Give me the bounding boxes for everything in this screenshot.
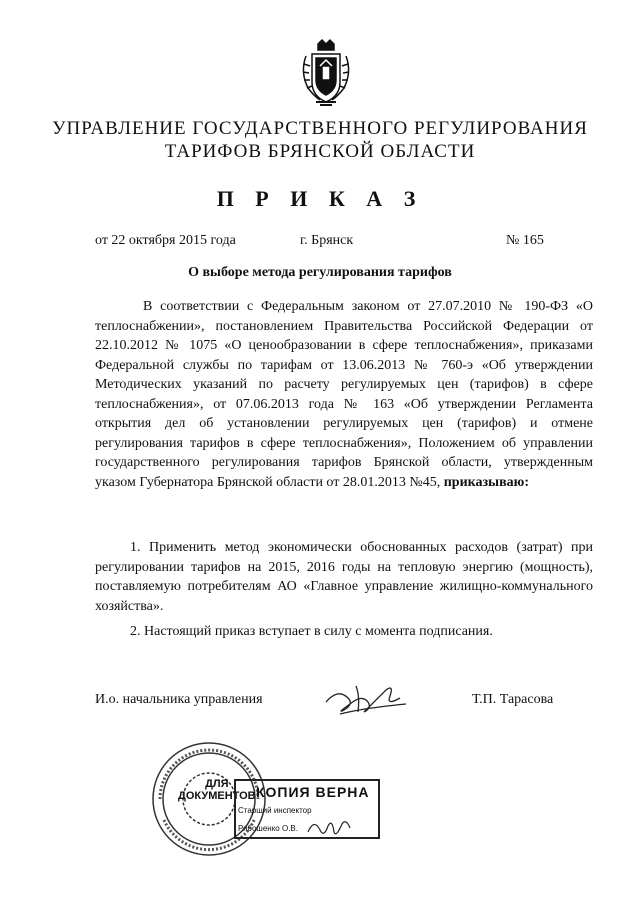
signatory-role: И.о. начальника управления	[95, 692, 263, 707]
organization-name-line2: ТАРИФОВ БРЯНСКОЙ ОБЛАСТИ	[164, 141, 476, 162]
coat-of-arms-icon	[298, 38, 354, 108]
signatory-name: Т.П. Тарасова	[472, 692, 554, 707]
clause-2: 2. Настоящий приказ вступает в силу с момента подписания.	[130, 624, 493, 639]
handwritten-signature	[320, 668, 412, 724]
stamp-docs-line2: ДОКУМЕНТОВ	[178, 790, 256, 802]
stamp-docs-line1: ДЛЯ	[205, 778, 229, 790]
clause-1: 1. Применить метод экономически обоснованных расходов (затрат) при регулировании тарифов на 2015, 2016 годы на тепловую энергию (мощность), поставляемую потребителям АО «Главное управление жилищно-коммунального хозяйства».	[95, 540, 593, 614]
organization-name-line1: УПРАВЛЕНИЕ ГОСУДАРСТВЕННОГО РЕГУЛИРОВАНИЯ	[52, 118, 588, 139]
order-date: от 22 октября 2015 года	[95, 233, 236, 248]
order-subject: О выборе метода регулирования тарифов	[188, 265, 452, 280]
order-number: № 165	[506, 233, 544, 248]
preamble-text: В соответствии с Федеральным законом от 27.07.2010 № 190-ФЗ «О теплоснабжении», постановлением Правительства Российской Федерации от 22.10.2012 № 1075 «О ценообразовании в сфере теплоснабжения», приказами Федеральной службы по тарифам от 13.06.2013 № 760-э «Об утверждении Методических указаний по расчету регулируемых цен (тарифов) в сфере теплоснабжения», от 07.06.2013 года № 163 «Об утверждении Регламента открытия дел об установлении регулируемых цен (тарифов) и отмене регулирования тарифов в сфере теплоснабжения», Положением об управлении государственного регулирования тарифов Брянской области, утвержденным указом Губернатора Брянской области от 28.01.2013 №45,	[95, 299, 593, 490]
order-city: г. Брянск	[300, 233, 354, 248]
document-title: П Р И К А З	[216, 186, 424, 211]
stamp-inspector-role: Старший инспектор	[238, 806, 312, 815]
preamble-paragraph	[95, 297, 593, 492]
stamp-copy-label: КОПИЯ ВЕРНА	[256, 784, 370, 800]
stamp-signature	[306, 814, 352, 842]
stamp-inspector-name: Рябошенко О.В.	[238, 824, 298, 833]
order-verb: приказываю:	[443, 474, 529, 490]
